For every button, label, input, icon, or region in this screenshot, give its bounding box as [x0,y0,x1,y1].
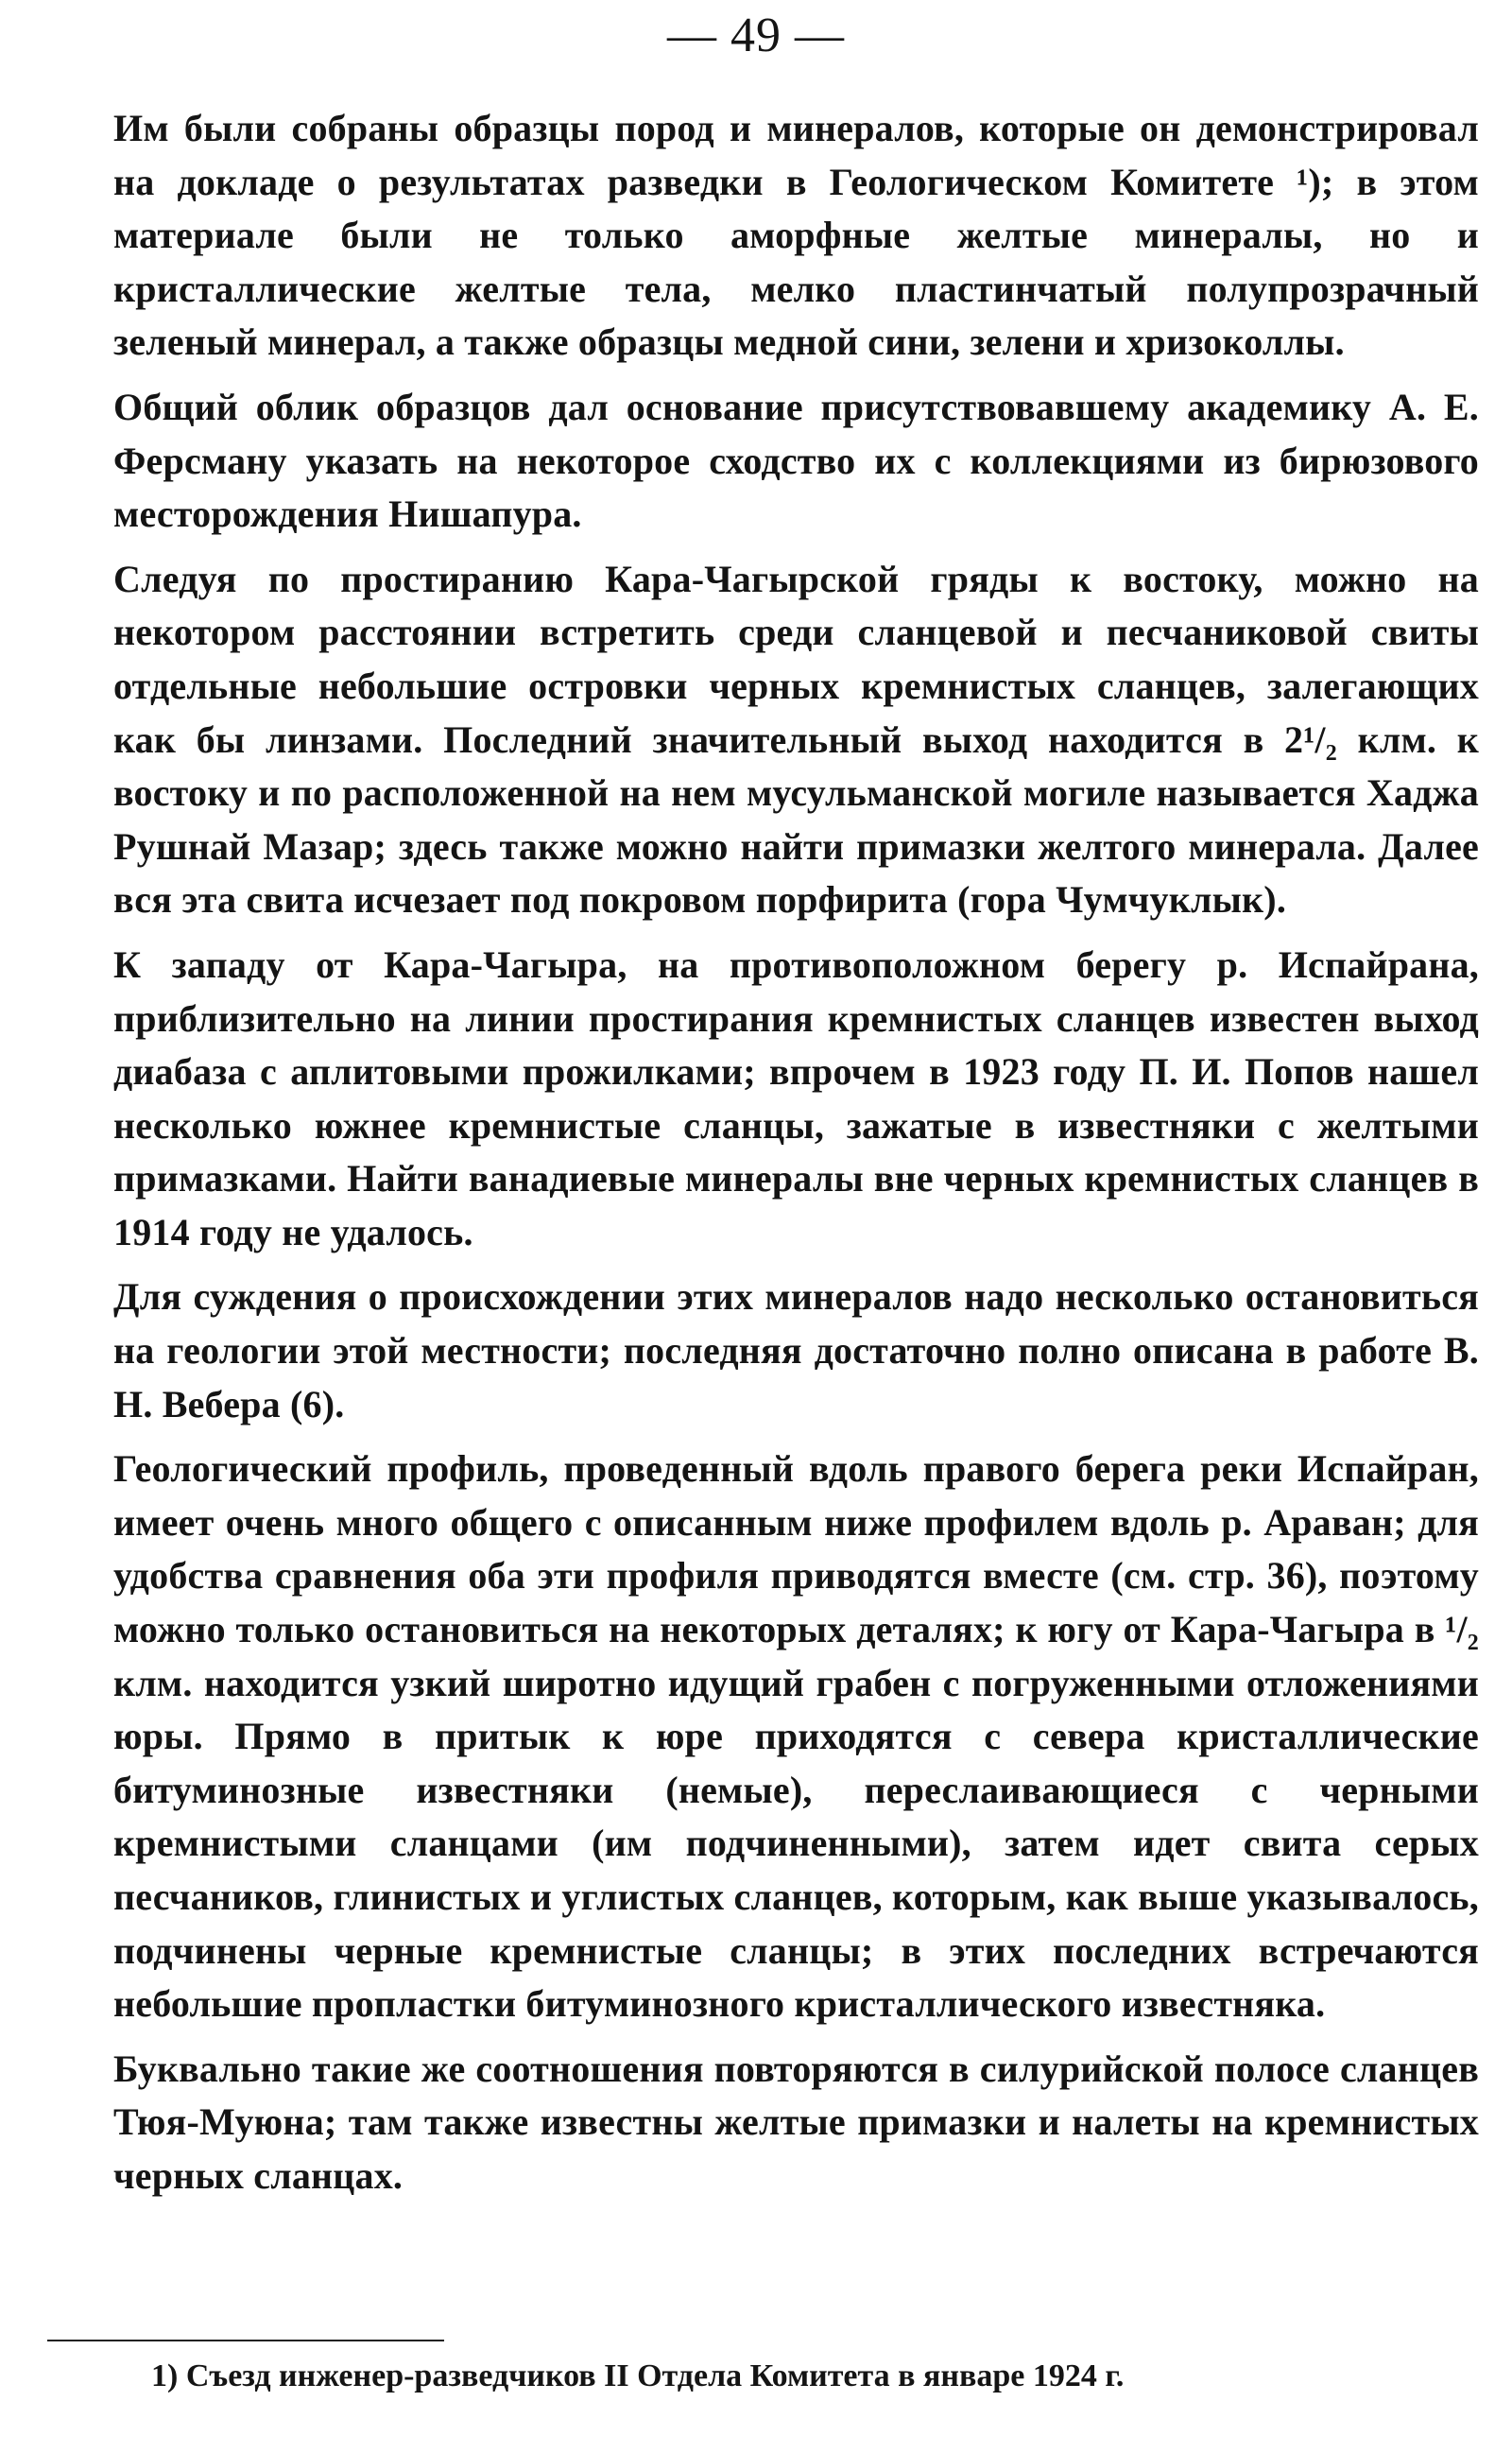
body-text [113,102,1479,2215]
paragraph-1: Им были собраны образцы пород и минералов, которые он демонстрировал на докладе о результатах разведки в Геологическом Комитете ¹); в этом материале были не только аморфные желтые минералы, но и кристаллические желтые тела, мелко пластинчатый полупрозрачный зеленый минерал, а также образцы медной сини, зелени и хризоколлы. [113,107,1479,364]
paragraph-5: Для суждения о происхождении этих минералов надо несколько остановиться на геологии этой местности; последняя достаточно полно описана в работе В. Н. Вебера (6). [113,1275,1479,1425]
footnote-divider [47,2340,444,2341]
paragraph-6: Геологический профиль, проведенный вдоль правого берега реки Испайран, имеет очень много общего с описанным ниже профилем вдоль р. Араван; для удобства сравнения оба эти профиля приводятся вместе (см. стр. 36), поэтому можно только остановиться на некоторых деталях; к югу от Кара-Чагыра в ¹/₂ клм. находится узкий широтно идущий грабен с погруженными отложениями юры. Прямо в притык к юре приходятся с севера кристаллические битуминозные известняки (немые), переслаивающиеся с черными кремнистыми сланцами (им подчиненными), затем идет свита серых песчаников, глинистых и углистых сланцев, которым, как выше указывалось, подчинены черные кремнистые сланцы; в этих последних встречаются небольшие пропластки битуминозного кристаллического известняка. [113,1447,1479,2026]
page-number: — 49 — [667,9,845,62]
paragraph-4: К западу от Кара-Чагыра, на противоположном берегу р. Испайрана, приблизительно на линии простирания кремнистых сланцев известен выход диабаза с аплитовыми прожилками; впрочем в 1923 году П. И. Попов нашел несколько южнее кремнистые сланцы, зажатые в известняки с желтыми примазками. Найти ванадиевые минералы вне черных кремнистых сланцев в 1914 году не удалось. [113,942,1479,1253]
footnote: 1) Съезд инженер-разведчиков II Отдела Комитета в январе 1924 г. [151,2358,1125,2393]
paragraph-7: Буквально такие же соотношения повторяются в силурийской полосе сланцев Тюя-Муюна; там также известны желтые примазки и налеты на кремнистых черных сланцах. [113,2047,1479,2197]
paragraph-2: Общий облик образцов дал основание присутствовавшему академику А. Е. Ферсману указать на некоторое сходство их с коллекциями из бирюзового месторождения Нишапура. [113,385,1479,536]
paragraph-3: Следуя по простиранию Кара-Чагырской гряды к востоку, можно на некотором расстоянии встретить среди сланцевой и песчаниковой свиты отдельные небольшие островки черных кремнистых сланцев, залегающих как бы линзами. Последний значительный выход находится в 2¹/₂ клм. к востоку и по расположенной на нем мусульманской могиле называется Хаджа Рушнай Мазар; здесь также можно найти примазки желтого минерала. Далее вся эта свита исчезает под покровом порфирита (гора Чумчуклык). [113,557,1479,922]
